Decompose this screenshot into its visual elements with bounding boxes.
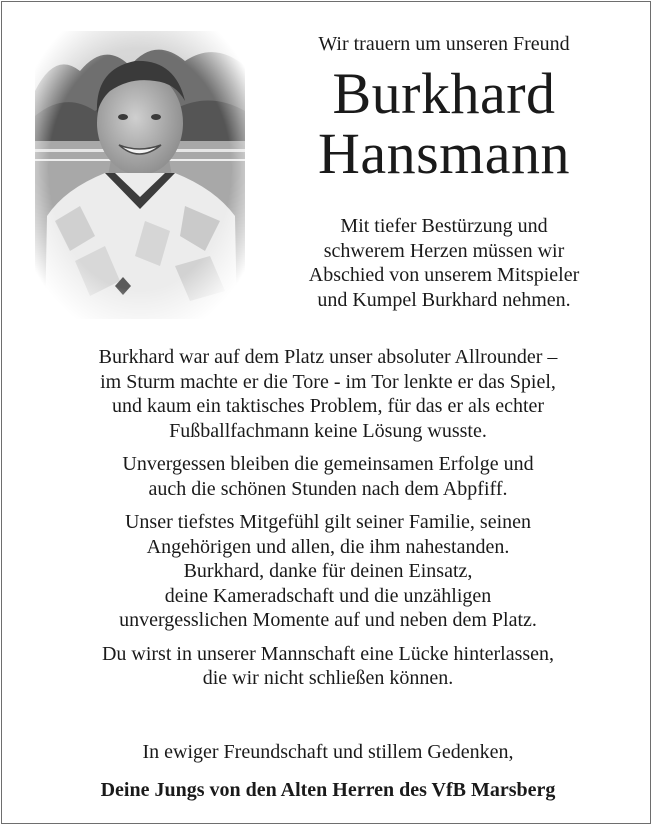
portrait-photo <box>35 31 245 319</box>
text-line: Burkhard war auf dem Platz unser absoluter Allrounder – <box>98 346 558 368</box>
signature: Deine Jungs von den Alten Herren des VfB Marsberg <box>100 779 556 801</box>
text-line: Angehörigen und allen, die ihm nahestanden. <box>146 535 510 558</box>
lead-line: schwerem Herzen müssen wir <box>323 239 565 262</box>
text-line: Unvergessen bleiben die gemeinsamen Erfolge und <box>122 453 534 475</box>
text-line: auch die schönen Stunden nach dem Abpfiff. <box>148 477 508 500</box>
paragraph-farewell <box>22 642 634 691</box>
obituary-notice <box>1 1 651 824</box>
intro-line: Wir trauern um unseren Freund <box>318 33 570 55</box>
text-line: im Sturm machte er die Tore - im Tor lenkte er das Spiel, <box>100 370 556 393</box>
text-line: die wir nicht schließen können. <box>202 667 454 689</box>
name-last: Hansmann <box>317 121 571 186</box>
lead-line: und Kumpel Burkhard nehmen. <box>317 288 571 311</box>
body-text <box>22 345 634 700</box>
text-line: unvergesslichen Momente auf und neben dem Platz. <box>119 609 537 631</box>
deceased-name <box>264 61 624 186</box>
paragraph-tribute <box>22 345 634 443</box>
text-line: deine Kameradschaft und die unzähligen <box>164 584 492 607</box>
lead-paragraph <box>264 214 624 312</box>
lead-line: Abschied von unserem Mitspieler <box>308 264 580 286</box>
text-line: Burkhard, danke für deinen Einsatz, <box>183 560 473 582</box>
paragraph-condolence <box>22 510 634 633</box>
text-line: Fußballfachmann keine Lösung wusste. <box>169 419 487 442</box>
closing-line: In ewiger Freundschaft und stillem Gedenken, <box>142 741 514 763</box>
text-line: Du wirst in unserer Mannschaft eine Lücke hinterlassen, <box>101 642 555 665</box>
text-line: Unser tiefstes Mitgefühl gilt seiner Familie, seinen <box>124 511 532 533</box>
paragraph-memories <box>22 452 634 501</box>
text-line: und kaum ein taktisches Problem, für das er als echter <box>111 395 545 417</box>
lead-line: Mit tiefer Bestürzung und <box>340 215 548 237</box>
name-first: Burkhard <box>332 61 556 126</box>
